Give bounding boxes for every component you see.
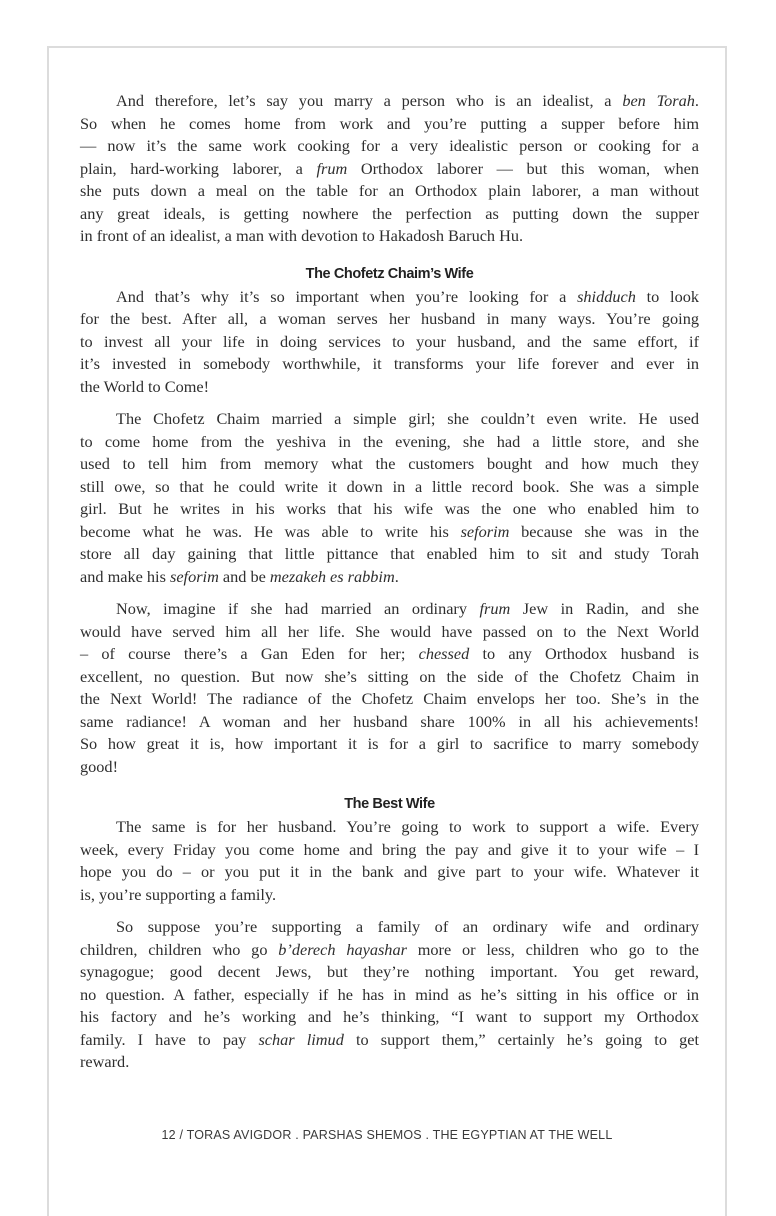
italic-term: chessed: [418, 644, 470, 663]
text-line: girl. But he writes in his works that his wife was the one who enabled him to: [80, 499, 699, 518]
italic-term: frum: [316, 158, 348, 178]
text-line: any great ideals, is getting nowhere the perfection as putting down the supper: [80, 203, 699, 223]
text-line: children, children who go b’derech hayashar more or less, children who go to the: [80, 939, 699, 959]
text-line: – of course there’s a Gan Eden for her; chessed to any Orthodox husband is: [80, 644, 699, 663]
italic-term: schar limud: [258, 1029, 344, 1049]
italic-term: frum: [479, 599, 511, 618]
text-line: And that’s why it’s so important when you’re looking for a shidduch to look: [116, 286, 699, 306]
text-line: And therefore, let’s say you marry a person who is an idealist, a ben Torah.: [116, 91, 699, 110]
text-line: become what he was. He was able to write his seforim because she was in the: [80, 521, 699, 541]
text-line: the Next World! The radiance of the Chofetz Chaim envelops her too. She’s in the: [80, 689, 699, 708]
text-line: — now it’s the same work cooking for a very idealistic person or cooking for a: [80, 136, 699, 155]
text-line: store all day gaining that little pittance that enabled him to sit and study Torah: [80, 544, 699, 563]
text-line: synagogue; good decent Jews, but they’re nothing important. You get reward,: [80, 962, 699, 981]
text-line: Now, imagine if she had married an ordinary frum Jew in Radin, and she: [116, 599, 699, 618]
book-page: [47, 46, 727, 1216]
text-line: no question. A father, especially if he has in mind as he’s sitting in his office or in: [80, 984, 699, 1004]
text-line: The Chofetz Chaim married a simple girl; she couldn’t even write. He used: [116, 409, 699, 428]
italic-term: ben Torah: [622, 91, 695, 110]
page-body: [80, 90, 699, 1074]
text-line: it’s invested in somebody worthwhile, it transforms your life forever and ever in: [80, 354, 699, 373]
italic-term: seforim: [169, 566, 219, 586]
text-line: she puts down a meal on the table for an Orthodox plain laborer, a man without: [80, 181, 699, 200]
text-line: So suppose you’re supporting a family of an ordinary wife and ordinary: [116, 917, 699, 936]
text-line: hope you do – or you put it in the bank and give part to your wife. Whatever it: [80, 862, 699, 881]
text-line: to invest all your life in doing services to your husband, and the same effort, if: [80, 331, 699, 351]
text-line: to come home from the yeshiva in the evening, she had a little store, and she: [80, 431, 699, 451]
text-line: plain, hard-working laborer, a frum Orthodox laborer — but this woman, when: [80, 158, 699, 178]
text-line: So when he comes home from work and you’re putting a supper before him: [80, 113, 699, 133]
paragraph: [80, 598, 699, 778]
italic-term: seforim: [460, 521, 510, 541]
text-line: and make his seforim and be mezakeh es rabbim.: [80, 566, 399, 586]
text-line: is, you’re supporting a family.: [80, 884, 277, 904]
paragraph: [80, 816, 699, 906]
paragraph: [80, 408, 699, 588]
text-line: for the best. After all, a woman serves her husband in many ways. You’re going: [80, 309, 699, 328]
paragraph: [80, 286, 699, 399]
page-footer: 12 / TORAS AVIGDOR . PARSHAS SHEMOS . THE EGYPTIAN AT THE WELL: [161, 1128, 613, 1142]
text-line: same radiance! A woman and her husband share 100% in all his achievements!: [80, 711, 699, 731]
text-line: still owe, so that he could write it down in a little record book. She was a simple: [80, 476, 699, 496]
text-line: his factory and he’s working and he’s thinking, “I want to support my Orthodox: [80, 1007, 699, 1026]
section-heading: The Best Wife: [344, 796, 435, 812]
text-line: the World to Come!: [80, 376, 210, 396]
text-line: good!: [80, 756, 118, 776]
italic-term: mezakeh es rabbim: [269, 566, 395, 586]
text-line: week, every Friday you come home and bring the pay and give it to your wife – I: [80, 839, 699, 859]
text-line: excellent, no question. But now she’s sitting on the side of the Chofetz Chaim in: [80, 666, 699, 686]
section-heading: The Chofetz Chaim’s Wife: [305, 265, 474, 282]
text-line: The same is for her husband. You’re going to work to support a wife. Every: [116, 817, 699, 836]
paragraph: [80, 916, 699, 1074]
text-line: in front of an idealist, a man with devotion to Hakadosh Baruch Hu.: [80, 226, 524, 245]
text-line: used to tell him from memory what the customers bought and how much they: [80, 454, 699, 473]
italic-term: shidduch: [577, 286, 636, 306]
text-line: So how great it is, how important it is for a girl to sacrifice to marry somebody: [80, 734, 699, 753]
text-line: family. I have to pay schar limud to support them,” certainly he’s going to get: [80, 1029, 699, 1049]
paragraph: [80, 90, 699, 248]
italic-term: b’derech hayashar: [278, 939, 407, 959]
text-line: would have served him all her life. She would have passed on to the Next World: [80, 621, 699, 641]
text-line: reward.: [80, 1052, 130, 1071]
